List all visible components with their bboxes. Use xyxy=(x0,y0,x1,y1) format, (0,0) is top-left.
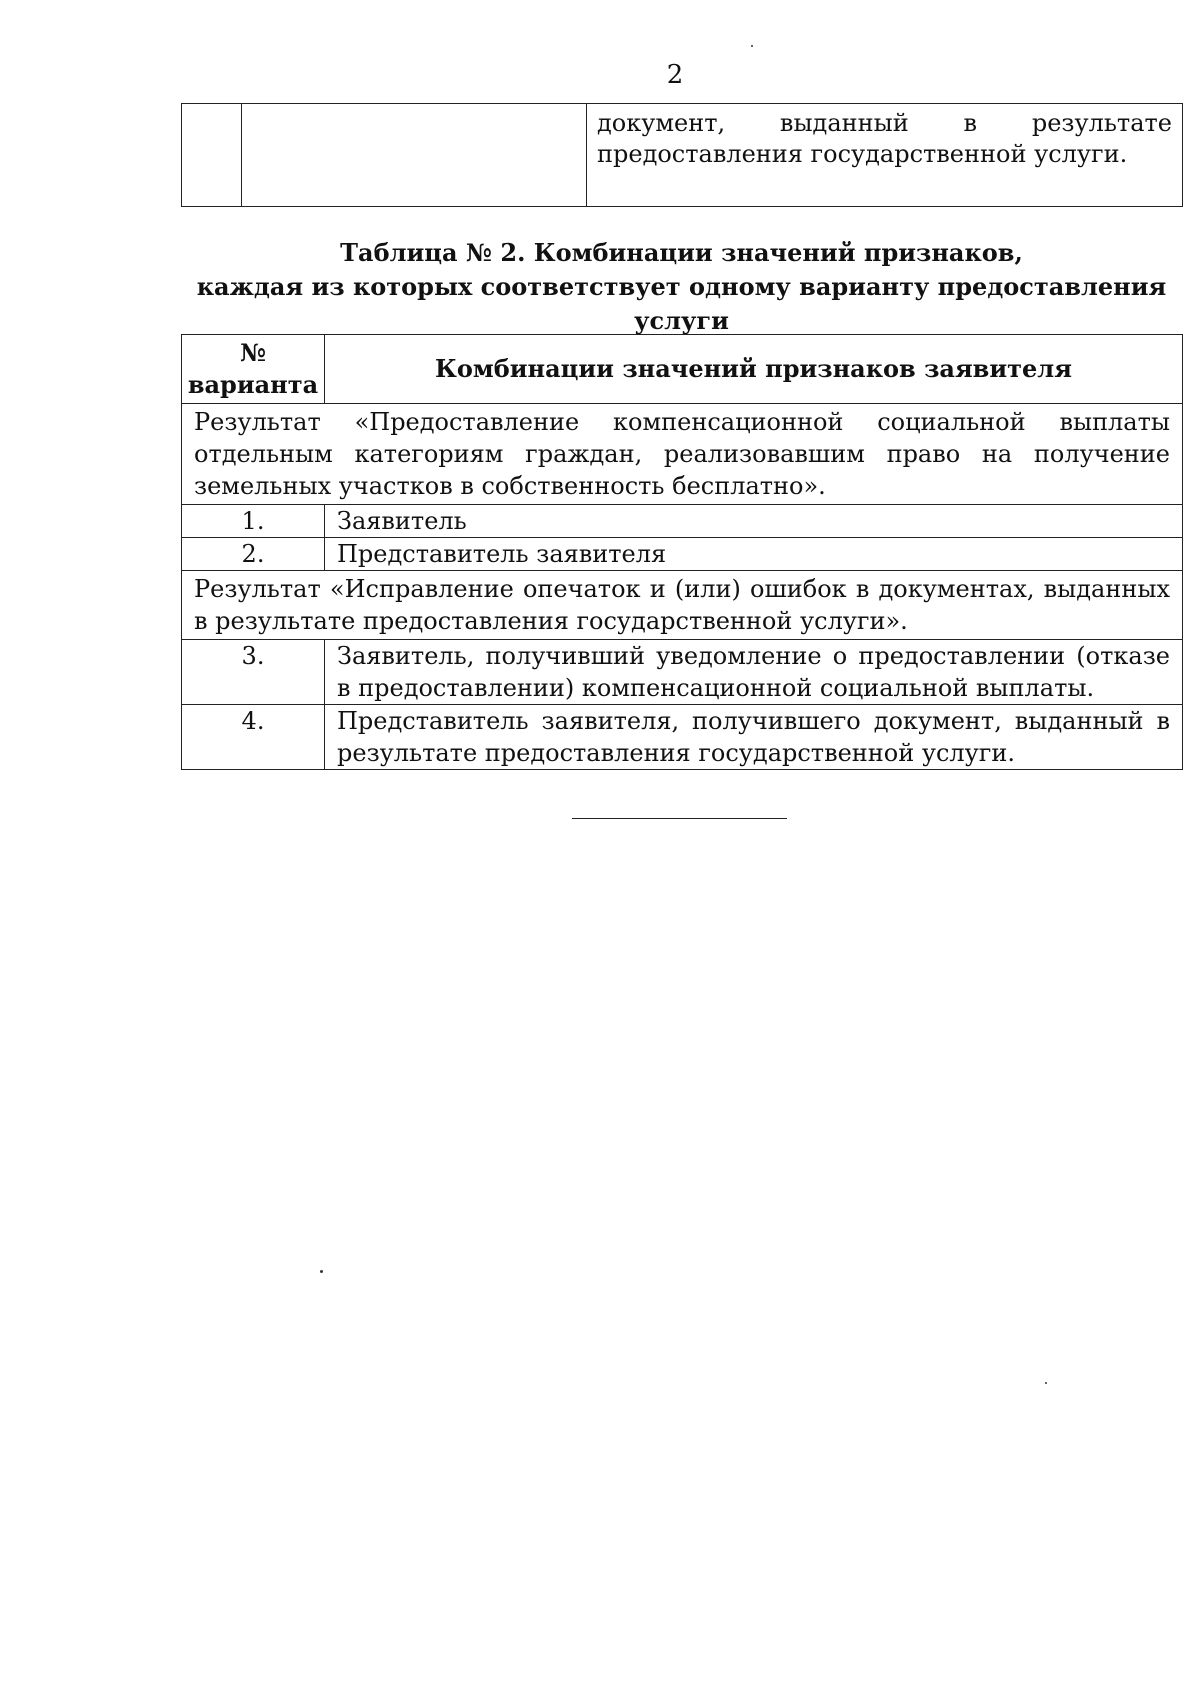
table-title-line-1: Таблица № 2. Комбинации значений признаков, xyxy=(340,238,1023,267)
header-variant-number xyxy=(182,335,325,404)
variant-combination: Представитель заявителя, получившего документ, выданный в результате предоставления государственной услуги. xyxy=(325,705,1183,770)
result-text-1: Результат «Предоставление компенсационной социальной выплаты отдельным категориям граждан, реализовавшим право на получение земельных участков в собственность бесплатно». xyxy=(182,404,1183,505)
variant-number: 2. xyxy=(182,538,325,571)
continuation-table xyxy=(181,103,1183,207)
continuation-cell-text: документ, выданный в результате предоставления государственной услуги. xyxy=(587,104,1183,207)
closing-rule xyxy=(572,818,787,819)
page-number: 2 xyxy=(666,60,684,90)
variant-number: 1. xyxy=(182,505,325,538)
result-row-1 xyxy=(182,404,1183,505)
table-title-line-2: каждая из которых соответствует одному варианту предоставления услуги xyxy=(196,272,1167,335)
scan-speck xyxy=(320,1270,323,1273)
variants-table xyxy=(181,334,1183,770)
continuation-cell-middle xyxy=(242,104,587,207)
header-combinations: Комбинации значений признаков заявителя xyxy=(325,335,1183,404)
result-row-2 xyxy=(182,571,1183,640)
header-variant-number-line-1: № xyxy=(239,338,267,367)
variant-number: 3. xyxy=(182,640,325,705)
variant-combination: Представитель заявителя xyxy=(325,538,1183,571)
table-title xyxy=(181,236,1182,338)
scan-speck xyxy=(751,45,753,47)
variant-combination: Заявитель xyxy=(325,505,1183,538)
result-text-2: Результат «Исправление опечаток и (или) ошибок в документах, выданных в результате предоставления государственной услуги». xyxy=(182,571,1183,640)
variant-combination: Заявитель, получивший уведомление о предоставлении (отказе в предоставлении) компенсационной социальной выплаты. xyxy=(325,640,1183,705)
variant-row-2 xyxy=(182,538,1183,571)
header-variant-number-line-2: варианта xyxy=(187,370,319,399)
scan-speck xyxy=(1045,1382,1047,1384)
continuation-cell-num xyxy=(182,104,242,207)
variant-row-1 xyxy=(182,505,1183,538)
variant-row-4 xyxy=(182,705,1183,770)
table-header-row xyxy=(182,335,1183,404)
variant-row-3 xyxy=(182,640,1183,705)
continuation-row xyxy=(182,104,1183,207)
variant-number: 4. xyxy=(182,705,325,770)
